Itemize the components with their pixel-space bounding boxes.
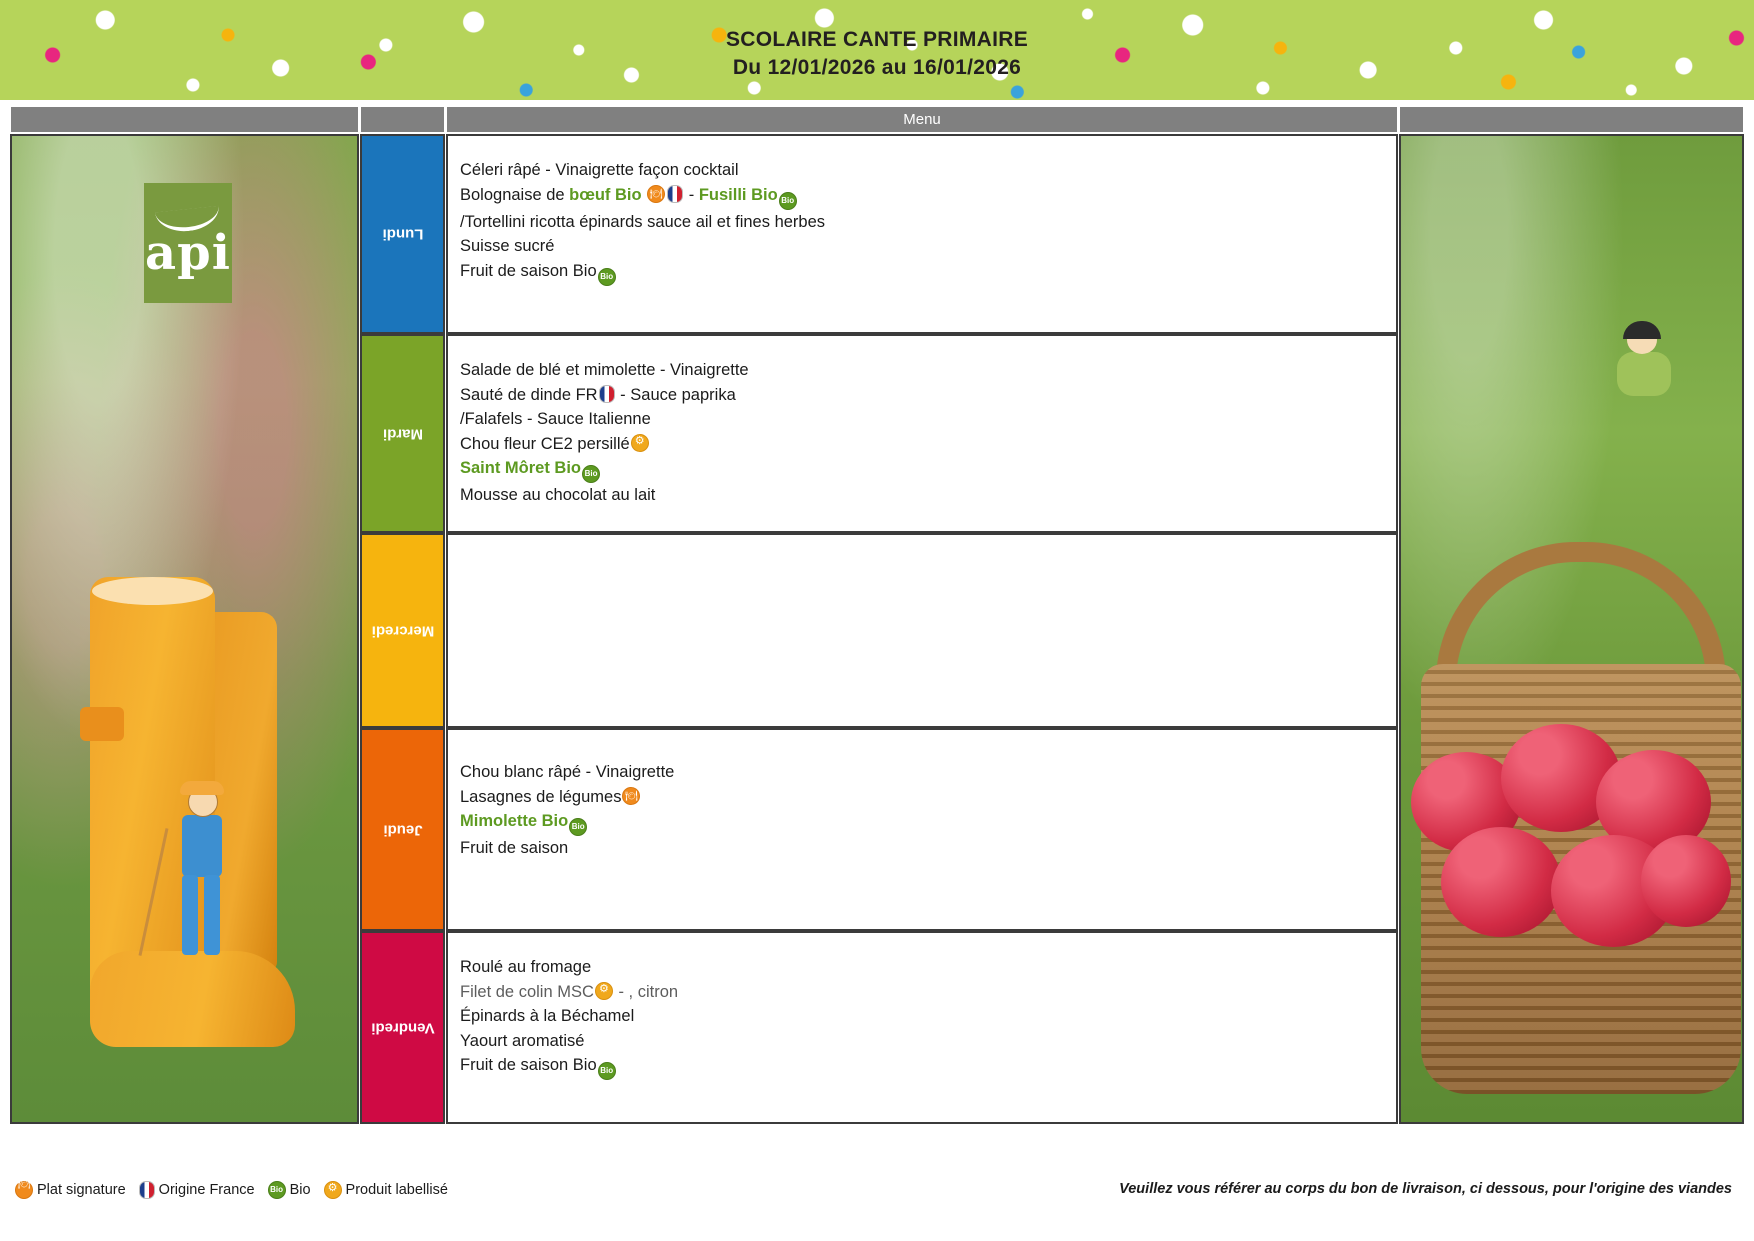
menu-line-text: Sauté de dinde FR <box>460 385 598 404</box>
menu-line-sep: - <box>688 185 699 204</box>
menu-line-text: Fruit de saison Bio <box>460 261 597 280</box>
left-photo-boots <box>10 134 359 1124</box>
legend-item-produit-labellise <box>323 1181 448 1199</box>
menu-line-text: Épinards à la Béchamel <box>460 1007 635 1025</box>
produit-labellise-icon <box>324 1181 342 1199</box>
menu-period: Du 12/01/2026 au 16/01/2026 <box>732 56 1022 79</box>
mascot-illustration <box>1609 326 1679 406</box>
day-label-lundi <box>360 134 445 334</box>
table-header-row <box>10 106 1744 133</box>
apple <box>1441 827 1561 937</box>
table-header-day-spacer <box>360 106 445 133</box>
menu-line-sep: - Sauce paprika <box>615 385 736 404</box>
right-photo-apples <box>1399 134 1744 1124</box>
bio-icon: Bio <box>779 192 797 210</box>
menu-line-text: Yaourt aromatisé <box>460 1031 585 1050</box>
table-header-right-spacer <box>1399 106 1744 133</box>
menu-line-text: Mimolette Bio <box>460 812 569 830</box>
legend-label: Plat signature <box>37 1182 126 1198</box>
legend-label: Bio <box>289 1182 311 1198</box>
menu-line <box>460 456 1396 483</box>
bio-icon: Bio <box>598 268 616 286</box>
origine-france-icon <box>599 385 615 403</box>
menu-cell-jeudi <box>446 728 1398 931</box>
logo-text: api <box>145 225 231 281</box>
menu-line-text: Fruit de saison <box>460 839 569 857</box>
menu-line-text: Céleri râpé - Vinaigrette façon cocktail <box>460 161 739 179</box>
gardener-leg-right <box>204 875 220 955</box>
header-banner <box>0 0 1754 100</box>
day-name: Mardi <box>382 425 423 442</box>
menu-line <box>460 1029 1396 1054</box>
bio-icon: Bio <box>582 465 600 483</box>
menu-cell-vendredi <box>446 931 1398 1124</box>
menu-cell-mardi <box>446 334 1398 533</box>
menu-line <box>460 809 1396 836</box>
day-label-mardi <box>360 334 445 533</box>
gardener-illustration <box>160 787 252 1017</box>
menu-line <box>460 836 1396 861</box>
menu-line <box>460 432 1396 457</box>
menu-line-text: Fruit de saison Bio <box>460 1056 597 1074</box>
menu-line-text: Mousse au chocolat au lait <box>460 486 656 504</box>
header-text <box>0 26 1754 82</box>
menu-line <box>460 785 1396 810</box>
menu-line <box>460 259 1396 286</box>
menu-line <box>460 980 1396 1005</box>
menu-line <box>460 760 1396 785</box>
day-name: Jeudi <box>382 821 423 838</box>
footer <box>0 1135 1754 1198</box>
mascot-hair <box>1623 321 1661 339</box>
menu-table <box>10 106 1744 1124</box>
menu-line <box>460 383 1396 408</box>
menu-line <box>460 183 1396 210</box>
menu-line-text: Lasagnes de légumes <box>460 787 622 806</box>
bio-icon: Bio <box>569 818 587 836</box>
menu-line-highlight: Fusilli Bio <box>698 185 778 204</box>
bio-icon: Bio <box>268 1181 286 1199</box>
menu-line-text: Chou fleur CE2 persillé <box>460 434 630 453</box>
legend <box>14 1181 456 1199</box>
plat-signature-icon <box>622 787 640 805</box>
menu-line-text: Chou blanc râpé - Vinaigrette <box>460 763 675 781</box>
produit-labellise-icon <box>595 982 613 1000</box>
menu-line-text: Salade de blé et mimolette - Vinaigrette <box>460 361 749 379</box>
legend-item-bio <box>267 1181 311 1199</box>
day-label-vendredi <box>360 931 445 1124</box>
menu-line-text: Roulé au fromage <box>460 958 592 976</box>
gardener-body <box>182 815 222 877</box>
menu-cell-lundi <box>446 134 1398 334</box>
menu-line <box>460 234 1396 259</box>
legend-item-plat-signature <box>14 1181 126 1199</box>
day-label-jeudi <box>360 728 445 931</box>
menu-line <box>460 358 1396 383</box>
day-name: Mercredi <box>371 622 434 639</box>
menu-line <box>460 1053 1396 1080</box>
plat-signature-icon <box>647 185 665 203</box>
menu-cell-mercredi <box>446 533 1398 728</box>
table-header-menu: Menu <box>446 106 1398 133</box>
plat-signature-icon <box>15 1181 33 1199</box>
produit-labellise-icon <box>631 434 649 452</box>
mascot-body <box>1617 352 1671 396</box>
origine-france-icon <box>667 185 683 203</box>
gardener-leg-left <box>182 875 198 955</box>
menu-line-sep: - , citron <box>613 982 679 1001</box>
legend-label: Produit labellisé <box>345 1182 448 1198</box>
api-logo <box>144 183 232 303</box>
menu-line <box>460 210 1396 235</box>
menu-line <box>460 1004 1396 1029</box>
menu-line-text: Suisse sucré <box>460 237 555 255</box>
boot-rim <box>92 577 213 605</box>
day-label-mercredi <box>360 533 445 728</box>
apple <box>1641 835 1731 927</box>
menu-line-text: /Falafels - Sauce Italienne <box>460 410 651 428</box>
menu-line <box>460 483 1396 508</box>
menu-line <box>460 158 1396 183</box>
origine-france-icon <box>139 1181 155 1199</box>
table-header-left-spacer <box>10 106 359 133</box>
legend-label: Origine France <box>158 1182 255 1198</box>
menu-line-text: Saint Môret Bio <box>460 459 582 477</box>
boot-buckle <box>80 707 124 741</box>
bio-icon: Bio <box>598 1062 616 1080</box>
menu-line <box>460 407 1396 432</box>
menu-line-highlight: bœuf Bio <box>569 185 642 204</box>
day-name: Lundi <box>382 225 423 243</box>
legend-item-origine-france <box>138 1181 255 1199</box>
footer-note: Veuillez vous référer au corps du bon de livraison, ci dessous, pour l'origine des viandes <box>1119 1181 1732 1197</box>
menu-line <box>460 955 1396 980</box>
menu-line-text: Filet de colin MSC <box>460 982 594 1001</box>
menu-line-text: /Tortellini ricotta épinards sauce ail et fines herbes <box>460 212 826 231</box>
menu-line-text: Bolognaise de <box>460 185 570 204</box>
day-name: Vendredi <box>370 1019 435 1036</box>
gardener-hat <box>180 781 224 795</box>
page-title: SCOLAIRE CANTE PRIMAIRE <box>725 28 1029 51</box>
